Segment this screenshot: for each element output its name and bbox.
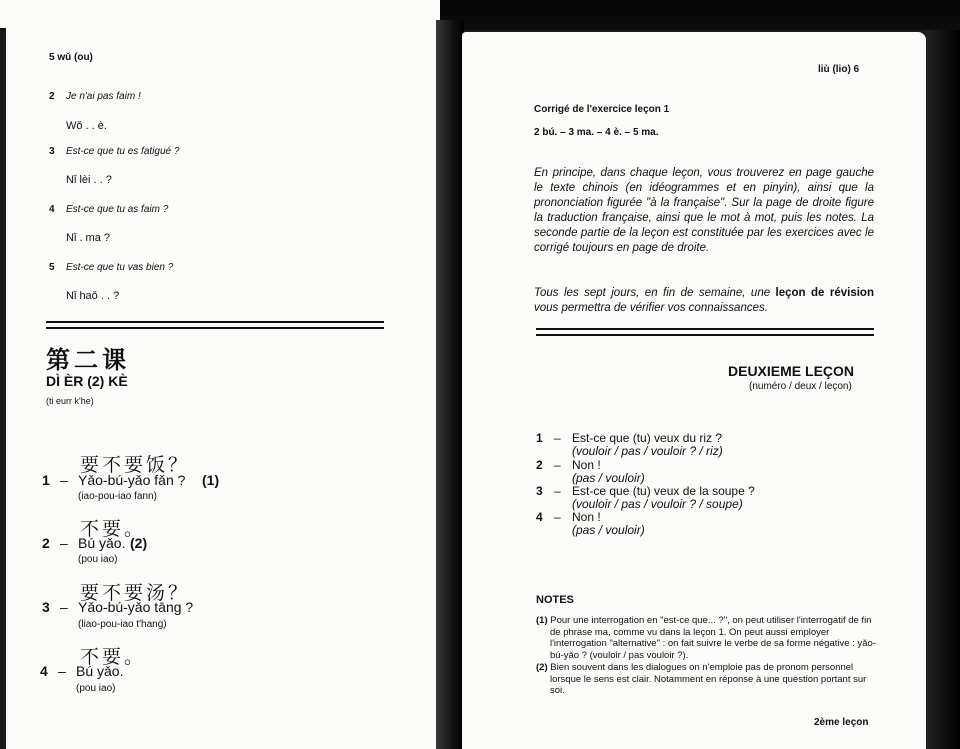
corrige-answers: 2 bú. – 3 ma. – 4 è. – 5 ma. <box>534 127 659 138</box>
lesson-heading: DEUXIEME LEÇON <box>728 363 855 379</box>
exercise-num: 2 <box>49 91 55 102</box>
section-divider <box>536 334 874 336</box>
line-phonetic: (iao-pou-iao fann) <box>78 491 157 502</box>
revision-paragraph: Tous les sept jours, en fin de semaine, une leçon de révision vous permettra de vérifier vos connaissances. <box>534 287 874 314</box>
line-pinyin: Yǎo-bú-yǎo fǎn ? <box>78 472 186 488</box>
translation-number: 2 <box>536 458 543 472</box>
line-pinyin: Bú yǎo. <box>76 663 124 679</box>
line-dash: – <box>58 663 66 679</box>
section-divider <box>46 327 384 329</box>
translation-number: 3 <box>536 484 543 498</box>
note-item: (1) Pour une interrogation en "est-ce que... ?", on peut utiliser l'interrogatif de fin de phrase ma, comme vu dans la leçon 1. On peut aussi employer l'interrogation "alternative" : on fait suivre le verbe de sa forme négative : yǎo-bú-yǎo ? (vouloir / pas vouloir ?). <box>536 615 876 661</box>
line-phonetic: (pou iao) <box>78 554 118 565</box>
exercise-answer: Nǐ haǒ . . ? <box>66 290 120 302</box>
line-chinese: 不要。 <box>80 518 147 540</box>
line-note-ref: (2) <box>130 535 148 551</box>
corrige-title: Corrigé de l'exercice leçon 1 <box>534 104 670 115</box>
translation-dash: – <box>554 484 561 498</box>
line-number: 2 <box>42 535 50 551</box>
lesson-title-pinyin: DÌ ÈR (2) KÈ <box>46 373 128 389</box>
translation-dash: – <box>554 458 561 472</box>
line-pinyin: Yǎo-bú-yǎo tāng ? <box>78 599 194 615</box>
scan-top-paper <box>0 0 440 28</box>
intro-paragraph: En principe, dans chaque leçon, vous trouverez en page gauche le texte chinois (en idéogrammes et en pinyin), ainsi que la prononciation figurée "à la française". Sur la page de droite figure la traduction française, ainsi que le mot à mot, puis les notes. La seconde partie de la leçon est constituée par les exercices avec le corrigé toujours en page de droite. <box>534 167 874 254</box>
exercise-question: Est-ce que tu vas bien ? <box>66 262 174 273</box>
exercise-item-5-top: 5 wǔ (ou) <box>49 52 93 63</box>
line-number: 1 <box>42 472 50 488</box>
line-phonetic: (liao-pou-iao t'hang) <box>78 619 167 630</box>
translation-number: 4 <box>536 510 543 524</box>
translation-literal: (pas / vouloir) <box>572 523 645 537</box>
exercise-answer: Nǐ lèi . . ? <box>66 174 112 186</box>
exercise-question: Est-ce que tu as faim ? <box>66 204 169 215</box>
line-phonetic: (pou iao) <box>76 683 116 694</box>
page-header: liù (lio) 6 <box>818 64 860 75</box>
translation-text: Non ! <box>572 510 601 524</box>
translation-text: Est-ce que (tu) veux de la soupe ? <box>572 484 755 498</box>
line-chinese: 要不要汤？ <box>80 582 191 604</box>
lesson-subheading: (numéro / deux / leçon) <box>749 381 852 392</box>
scan-right-shadow <box>926 30 960 749</box>
note-item: (2) Bien souvent dans les dialogues on n'emploie pas de pronom personnel lorsque le sens est clair. Notamment en réponse à une question portant sur soi. <box>536 662 867 696</box>
line-pinyin: Bú yǎo. <box>78 535 126 551</box>
line-number: 3 <box>42 599 50 615</box>
translation-literal: (vouloir / pas / vouloir ? / soupe) <box>572 497 743 511</box>
right-page <box>462 32 926 749</box>
exercise-answer: Wǒ . . è. <box>66 120 107 132</box>
line-dash: – <box>60 535 68 551</box>
section-divider <box>536 328 874 330</box>
exercise-question: Je n'ai pas faim ! <box>66 91 141 102</box>
line-dash: – <box>60 599 68 615</box>
translation-text: Non ! <box>572 458 601 472</box>
exercise-num: 4 <box>49 204 55 215</box>
translation-literal: (vouloir / pas / vouloir ? / riz) <box>572 444 723 458</box>
lesson-title-phonetic: (ti eurr k'he) <box>46 396 94 406</box>
left-page <box>6 26 442 749</box>
exercise-answer: Nǐ . ma ? <box>66 232 111 244</box>
section-divider <box>46 321 384 323</box>
notes-title: NOTES <box>536 594 574 606</box>
exercise-num: 5 <box>49 262 55 273</box>
book-gutter <box>436 20 464 749</box>
translation-text: Est-ce que (tu) veux du riz ? <box>572 431 723 445</box>
translation-dash: – <box>554 510 561 524</box>
line-dash: – <box>60 472 68 488</box>
exercise-num: 3 <box>49 146 55 157</box>
line-note-ref: (1) <box>202 472 220 488</box>
translation-dash: – <box>554 431 561 445</box>
lesson-title-chinese: 第二课 <box>46 345 130 374</box>
line-number: 4 <box>40 663 48 679</box>
translation-number: 1 <box>536 431 543 445</box>
page-footer: 2ème leçon <box>814 717 869 728</box>
exercise-question: Est-ce que tu es fatigué ? <box>66 146 180 157</box>
line-chinese: 不要。 <box>80 646 147 668</box>
line-chinese: 要不要饭？ <box>80 454 191 476</box>
translation-literal: (pas / vouloir) <box>572 471 645 485</box>
notes-list <box>536 615 876 698</box>
